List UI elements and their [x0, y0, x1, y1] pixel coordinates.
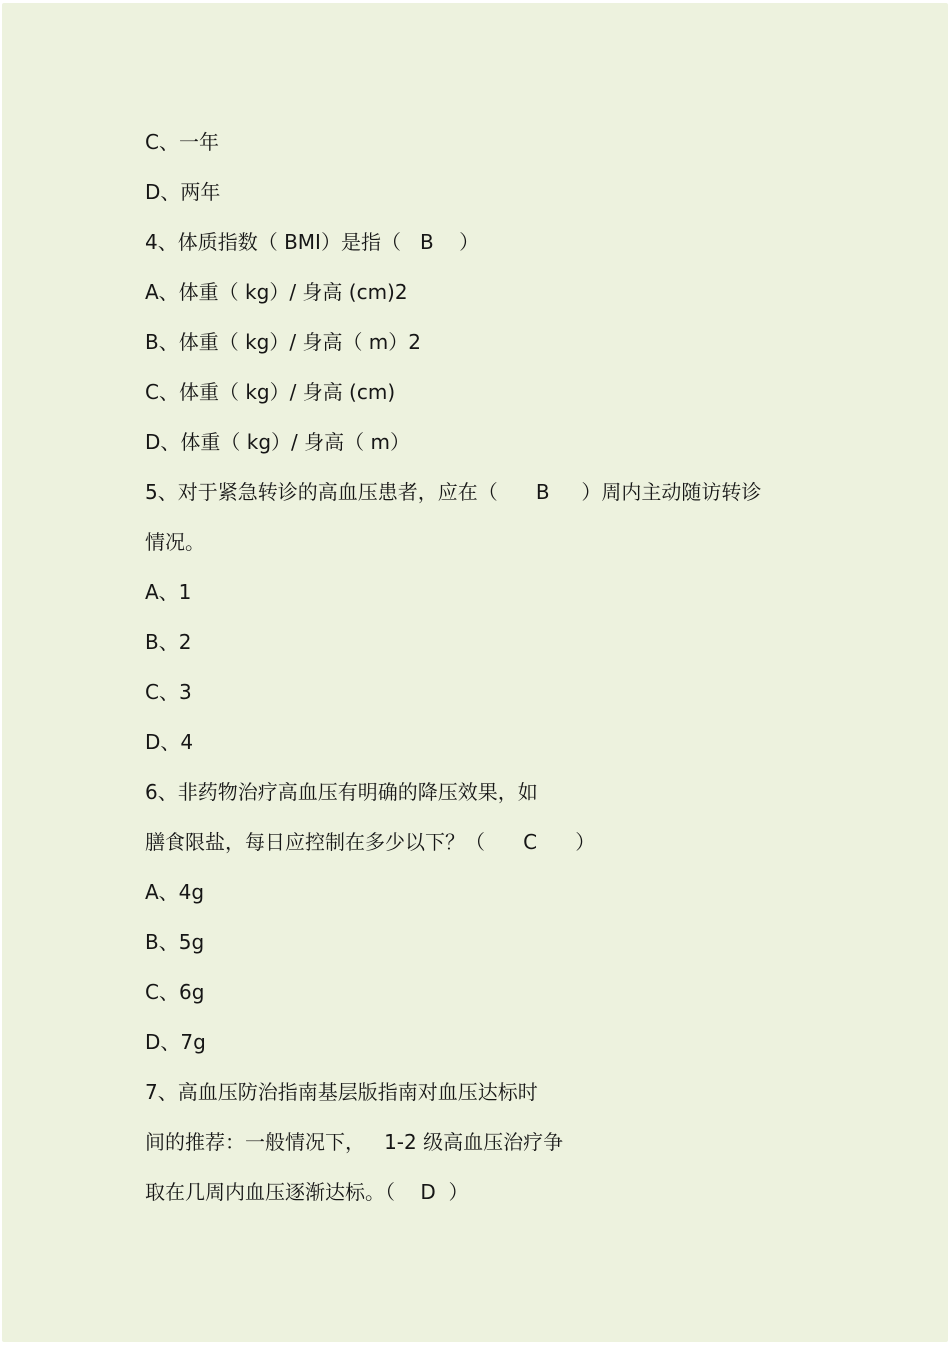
document-page: [2, 3, 948, 1342]
option-c-q3: C、一年: [145, 130, 219, 154]
question-6: 6、非药物治疗高血压有明确的降压效果，如: [145, 780, 538, 804]
option-d-q3: D、两年: [145, 180, 221, 204]
question-7-cont-2: 取在几周内血压逐渐达标。（ D ）: [145, 1180, 469, 1204]
option-a-q4: A、体重（ kg）/ 身高 (cm)2: [145, 280, 408, 304]
option-c-q6: C、6g: [145, 980, 205, 1004]
question-5: 5、对于紧急转诊的高血压患者，应在（ B ）周内主动随访转诊: [145, 480, 762, 504]
question-7-cont-1: 间的推荐：一般情况下， 1-2 级高血压治疗争: [145, 1130, 564, 1154]
option-d-q5: D、4: [145, 730, 194, 754]
question-6-cont: 膳食限盐，每日应控制在多少以下？（ C ）: [145, 830, 596, 854]
option-a-q6: A、4g: [145, 880, 205, 904]
option-d-q6: D、7g: [145, 1030, 206, 1054]
option-b-q5: B、2: [145, 630, 192, 654]
option-d-q4: D、体重（ kg）/ 身高（ m）: [145, 430, 410, 454]
question-5-cont: 情况。: [145, 530, 205, 554]
question-7: 7、高血压防治指南基层版指南对血压达标时: [145, 1080, 538, 1104]
option-c-q5: C、3: [145, 680, 192, 704]
option-c-q4: C、体重（ kg）/ 身高 (cm): [145, 380, 396, 404]
option-b-q6: B、5g: [145, 930, 205, 954]
question-4: 4、体质指数（ BMI）是指（ B ）: [145, 230, 480, 254]
option-b-q4: B、体重（ kg）/ 身高（ m）2: [145, 330, 422, 354]
option-a-q5: A、1: [145, 580, 192, 604]
